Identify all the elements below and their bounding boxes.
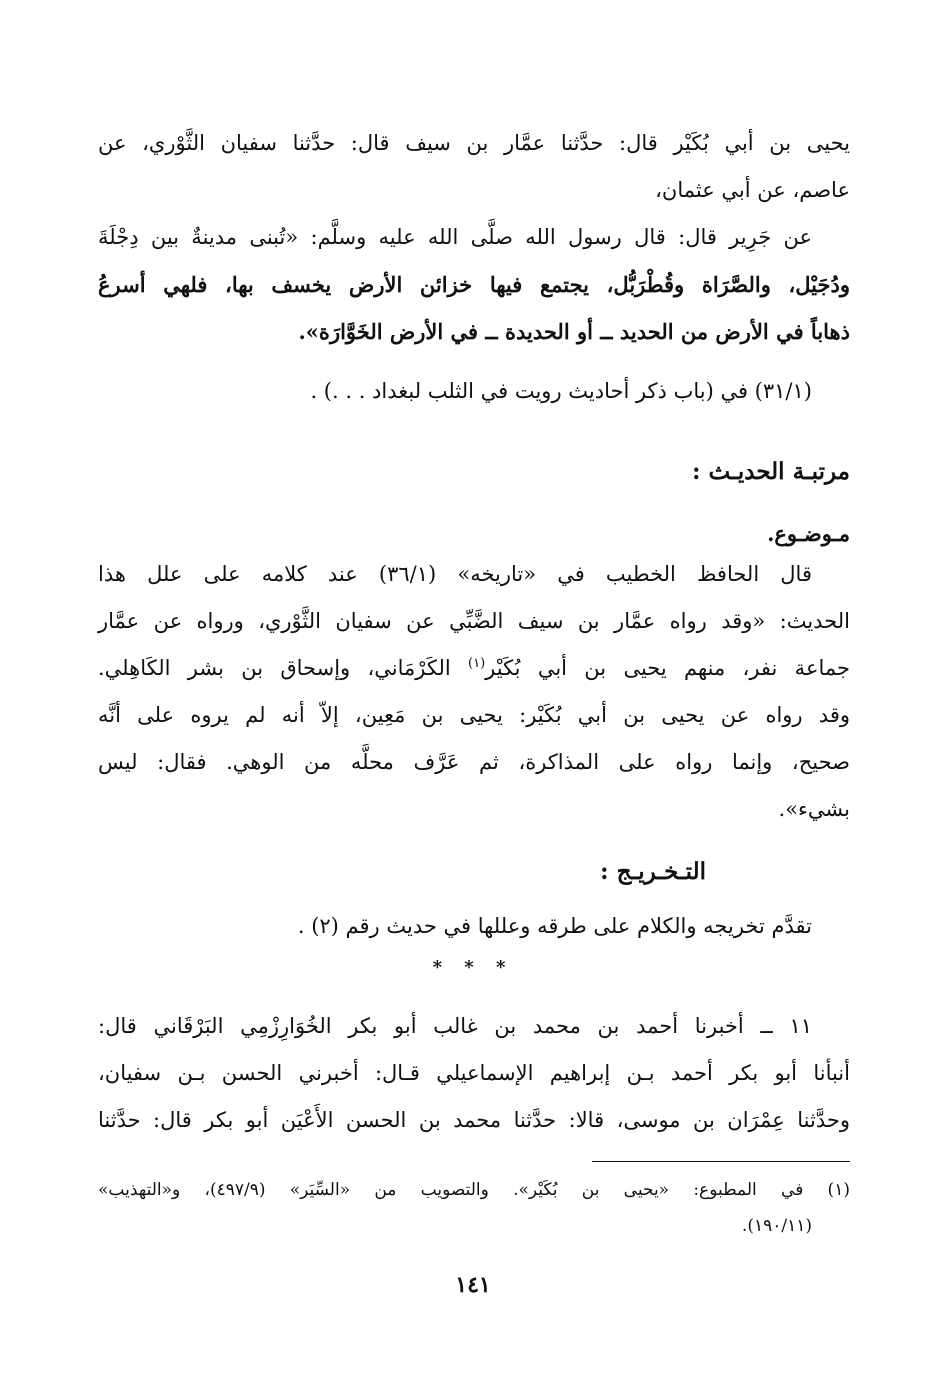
hadith-chain-text	[98, 120, 850, 355]
text-line	[98, 645, 850, 692]
text-line: ١١ ــ أخبرنا أحمد بن محمد بن غالب أبو بكر الخُوَارِزْمِي البَرْقَاني قال:	[98, 1014, 812, 1038]
commentary-block	[98, 551, 850, 833]
text-line: بشيء».	[778, 797, 850, 821]
text-line: قال الحافظ الخطيب في «تاريخه» (٣٦/١) عند كلامه على علل هذا	[98, 562, 812, 586]
text-line: أنبأنا أبو بكر أحمد بـن إبراهيم الإسماعيلي قـال: أخبرني الحسن بـن سفيان،	[98, 1061, 850, 1085]
footnote-divider	[592, 1161, 850, 1162]
hadith-matn-line: ودُجَيْل، والصَّرَاة وقُطْرَبُّل، يجتمع فيها خزائن الأرض يخسف بها، فلهي أسرعُ	[98, 272, 850, 297]
footnote-line: (١٩٠/١١).	[741, 1216, 812, 1236]
text-line: وحدَّثنا عِمْرَان بن موسى، قالا: حدَّثنا محمد بن الحسن الأَعْيَن أبو بكر قال: حدَّثنا	[98, 1108, 850, 1132]
source-reference: (٣١/١) في (باب ذكر أحاديث رويت في الثلب لبغداد . . .) .	[310, 379, 812, 403]
section-separator: * * *	[432, 957, 514, 978]
takhrij-heading: التـخـريـج :	[600, 858, 706, 885]
next-hadith-block	[98, 1003, 850, 1144]
text-line: يحيى بن أبي بُكَيْر قال: حدَّثنا عمَّار بن سيف قال: حدَّثنا سفيان الثَّوْري، عن	[98, 131, 850, 155]
text-line: عاصم، عن أبي عثمان،	[655, 178, 850, 202]
footnote-marker: (١)	[468, 656, 486, 671]
footnote-line: (١) في المطبوع: «يحيى بن بُكَيْر». والتصويب من «السِّيَر» (٤٩٧/٩)، و«التهذيب»	[98, 1180, 850, 1200]
text-span: الكَرْمَاني، وإسحاق بن بشر الكَاهِلي.	[98, 656, 451, 680]
grade-value: مـوضـوع.	[767, 521, 850, 546]
text-line: وقد رواه عن يحيى بن أبي بُكَيْر: يحيى بن مَعِين، إلاّ أنه لم يروه على أنَّه	[98, 703, 850, 727]
reference-block	[98, 368, 850, 415]
text-line: الحديث: «وقد رواه عمَّار بن سيف الضَّبِّي عن سفيان الثَّوْري، ورواه عن عمَّار	[98, 609, 850, 633]
grade-heading: مرتبـة الحديـث :	[692, 458, 850, 485]
takhrij-block	[98, 903, 850, 950]
takhrij-text: تقدَّم تخريجه والكلام على طرقه وعللها في حديث رقم (٢) .	[297, 914, 812, 938]
hadith-matn-line: ذهاباً في الأرض من الحديد ــ أو الحديدة ــ في الأرض الخَوَّارَة».	[298, 319, 850, 344]
page-number: ١٤١	[455, 1272, 491, 1298]
footnotes-block	[98, 1172, 850, 1244]
text-line: صحيح، وإنما رواه على المذاكرة، ثم عَرَّف محلَّه من الوهي. فقال: ليس	[98, 750, 850, 774]
grade-block	[98, 510, 850, 557]
text-line: عن جَرِير قال: قال رسول الله صلَّى الله عليه وسلَّم: «تُبنى مدينةٌ بين دِجْلَةَ	[98, 225, 812, 249]
text-span: جماعة نفر، منهم يحيى بن أبي بُكَيْر	[485, 656, 850, 680]
